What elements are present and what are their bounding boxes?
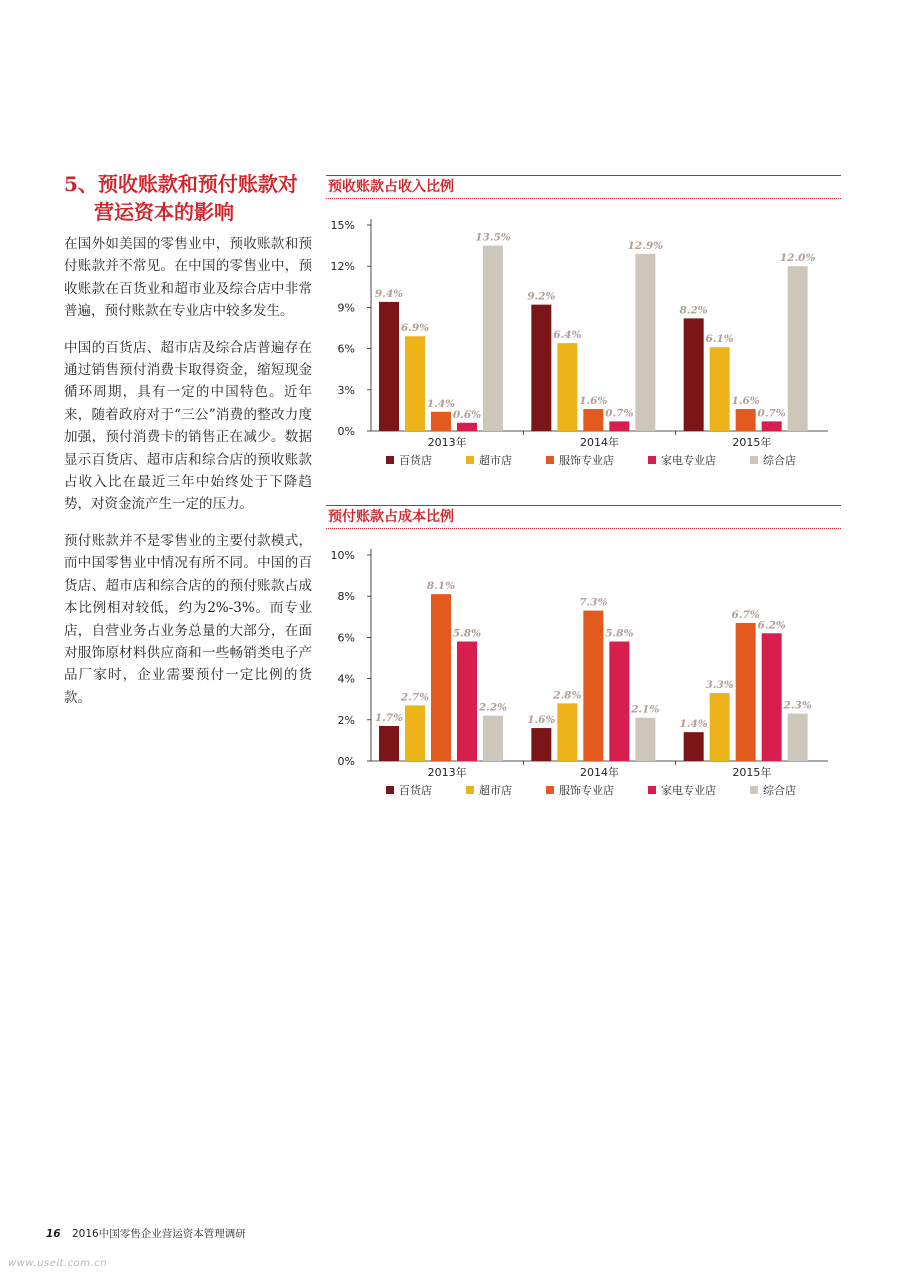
- data-label: 1.4%: [426, 397, 456, 410]
- section-heading-line1: 5、预收账款和预付账款对: [64, 172, 298, 196]
- legend-label: 百货店: [399, 784, 432, 797]
- data-label: 8.1%: [426, 580, 456, 593]
- body-text: [64, 233, 312, 723]
- chart-svg: [326, 199, 841, 499]
- data-label: 0.7%: [757, 407, 786, 420]
- chart-advance-receipts: [326, 175, 841, 499]
- legend-label: 百货店: [399, 454, 432, 467]
- legend-swatch: [648, 786, 656, 794]
- chart-svg: [326, 529, 841, 829]
- y-tick-label: 15%: [330, 219, 355, 232]
- y-tick-label: 2%: [337, 713, 355, 727]
- data-label: 0.6%: [452, 408, 482, 421]
- data-label: 2.7%: [400, 691, 430, 704]
- legend-label: 服饰专业店: [559, 454, 614, 467]
- legend-swatch: [648, 456, 656, 464]
- bar: [583, 611, 603, 761]
- paragraph: 预付账款并不是零售业的主要付款模式，而中国零售业中情况有所不同。中国的百货店、超市店和综合店的的预付账款占成本比例相对较低，约为2%-3%。而专业店，自营业务占业务总量的大部分，在面对服饰原材料供应商和一些畅销类电子产品厂家时，企业需要预付一定比例的货款。: [64, 532, 312, 706]
- legend-swatch: [750, 456, 758, 464]
- legend-label: 服饰专业店: [559, 784, 614, 797]
- data-label: 6.4%: [553, 329, 582, 342]
- data-label: 6.1%: [705, 333, 734, 346]
- bar: [684, 318, 704, 431]
- bar: [405, 336, 425, 431]
- data-label: 3.3%: [705, 679, 734, 692]
- data-label: 2.8%: [553, 689, 582, 702]
- bar: [736, 409, 756, 431]
- data-label: 12.9%: [627, 239, 664, 252]
- watermark: www.useit.com.cn: [8, 1258, 108, 1269]
- bar: [531, 305, 551, 431]
- page-number: 16: [46, 1228, 61, 1240]
- bar: [762, 421, 782, 431]
- bar: [635, 718, 655, 761]
- data-label: 12.0%: [779, 252, 816, 265]
- data-label: 2.2%: [478, 701, 508, 714]
- legend-swatch: [466, 456, 474, 464]
- bar: [635, 254, 655, 431]
- bar: [557, 703, 577, 761]
- legend-swatch: [546, 456, 554, 464]
- legend-label: 综合店: [763, 454, 796, 467]
- bar: [405, 705, 425, 761]
- section-heading-line2: 营运资本的影响: [94, 200, 234, 224]
- legend-swatch: [386, 786, 394, 794]
- bar: [457, 642, 477, 761]
- bar: [710, 347, 730, 431]
- bar: [557, 343, 577, 431]
- publication-title: 2016中国零售企业营运资本管理调研: [71, 1228, 246, 1240]
- legend-swatch: [546, 786, 554, 794]
- bar: [609, 421, 629, 431]
- bar: [379, 726, 399, 761]
- data-label: 1.6%: [579, 395, 608, 408]
- y-tick-label: 12%: [330, 260, 355, 274]
- legend-label: 超市店: [479, 784, 512, 797]
- x-tick-label: 2013年: [427, 766, 467, 779]
- y-tick-label: 6%: [337, 342, 355, 356]
- bar: [583, 409, 603, 431]
- legend-swatch: [386, 456, 394, 464]
- bar: [788, 266, 808, 431]
- bar: [710, 693, 730, 761]
- legend-swatch: [466, 786, 474, 794]
- y-tick-label: 4%: [337, 672, 355, 686]
- paragraph: 中国的百货店、超市店及综合店普遍存在通过销售预付消费卡取得资金，缩短现金循环周期，具有一定的中国特色。近年来，随着政府对于“三公”消费的整改力度加强，预付消费卡的销售正在减少。数据显示百货店、超市店和综合店的预收账款占收入比在最近三年中始终处于下降趋势，对资金流产生一定的压力。: [64, 339, 312, 513]
- legend-label: 综合店: [763, 784, 796, 797]
- bar: [431, 594, 451, 761]
- data-label: 13.5%: [475, 231, 511, 244]
- y-tick-label: 0%: [337, 755, 355, 768]
- data-label: 5.8%: [452, 627, 482, 640]
- chart-title: 预付账款占成本比例: [326, 505, 841, 529]
- bar: [609, 642, 629, 761]
- data-label: 6.2%: [757, 619, 786, 632]
- data-label: 1.7%: [374, 711, 404, 724]
- x-tick-label: 2015年: [732, 436, 772, 449]
- bar: [736, 623, 756, 761]
- data-label: 6.7%: [731, 608, 760, 621]
- data-label: 1.4%: [679, 718, 708, 731]
- data-label: 2.1%: [631, 703, 660, 716]
- bar: [788, 714, 808, 761]
- data-label: 8.2%: [679, 304, 708, 317]
- x-tick-label: 2015年: [732, 766, 772, 779]
- data-label: 6.9%: [400, 322, 430, 335]
- bar: [457, 423, 477, 431]
- bar: [483, 716, 503, 761]
- section-heading: [64, 170, 324, 226]
- bar: [483, 246, 503, 431]
- bar: [762, 633, 782, 761]
- data-label: 9.4%: [374, 287, 404, 300]
- data-label: 5.8%: [605, 627, 634, 640]
- legend-label: 家电专业店: [661, 784, 716, 797]
- y-tick-label: 10%: [330, 549, 355, 562]
- bar: [379, 302, 399, 431]
- y-tick-label: 0%: [337, 425, 355, 438]
- chart-prepayments: [326, 505, 841, 829]
- legend-label: 家电专业店: [661, 454, 716, 467]
- data-label: 7.3%: [579, 596, 608, 609]
- bar: [684, 732, 704, 761]
- data-label: 2.3%: [783, 699, 812, 712]
- page-footer: [46, 1226, 246, 1241]
- data-label: 1.6%: [527, 714, 556, 727]
- data-label: 9.2%: [527, 290, 556, 303]
- x-tick-label: 2013年: [427, 436, 467, 449]
- y-tick-label: 8%: [337, 590, 355, 604]
- legend-label: 超市店: [479, 454, 512, 467]
- data-label: 0.7%: [605, 407, 634, 420]
- data-label: 1.6%: [731, 395, 760, 408]
- legend-swatch: [750, 786, 758, 794]
- x-tick-label: 2014年: [580, 436, 619, 449]
- paragraph: 在国外如美国的零售业中，预收账款和预付账款并不常见。在中国的零售业中，预收账款在百货业和超市业及综合店中非常普遍，预付账款在专业店中较多发生。: [64, 236, 312, 320]
- bar: [431, 412, 451, 431]
- chart-title: 预收账款占收入比例: [326, 175, 841, 199]
- y-tick-label: 9%: [337, 301, 355, 315]
- y-tick-label: 6%: [337, 631, 355, 645]
- x-tick-label: 2014年: [580, 766, 619, 779]
- bar: [531, 728, 551, 761]
- y-tick-label: 3%: [337, 383, 355, 397]
